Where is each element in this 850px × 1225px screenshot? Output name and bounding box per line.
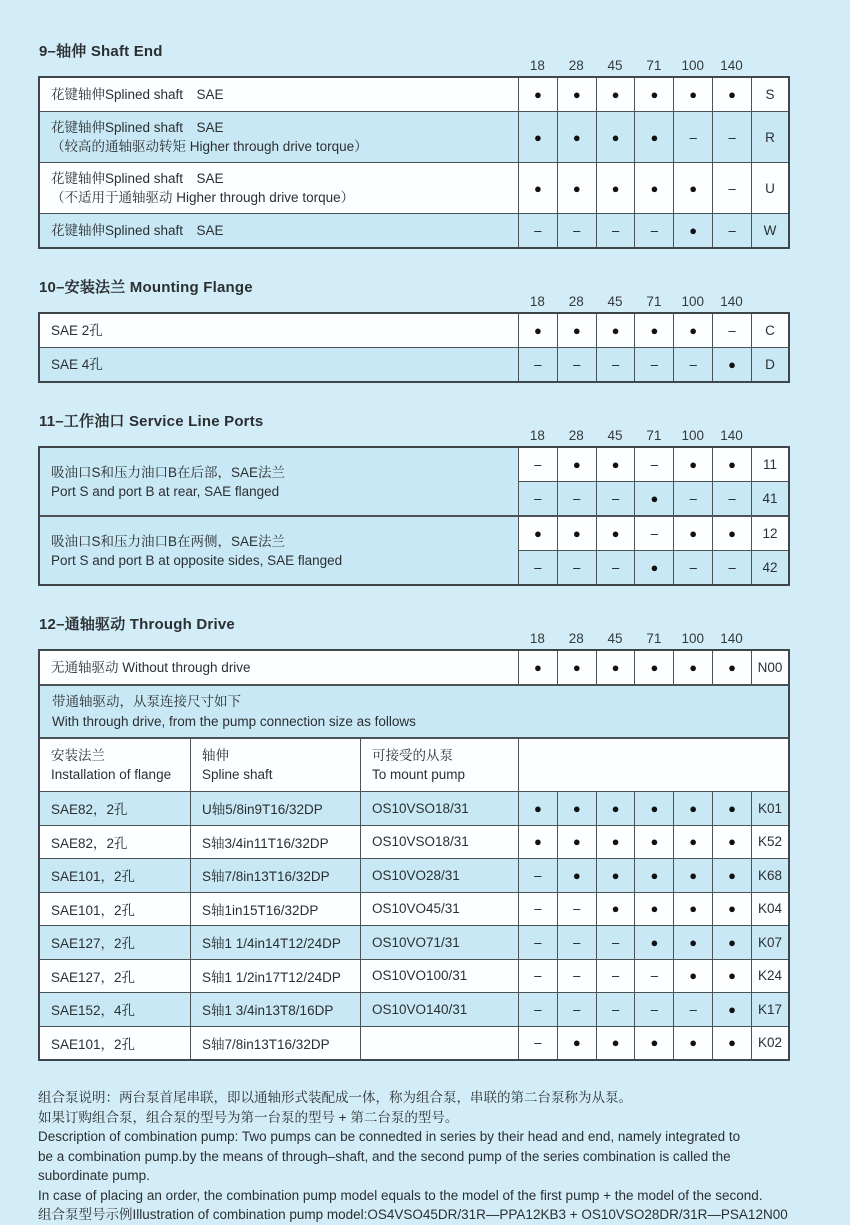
availability-mark: – bbox=[518, 893, 557, 926]
availability-mark: – bbox=[596, 926, 635, 959]
availability-mark: – bbox=[518, 551, 557, 584]
availability-mark: – bbox=[518, 482, 557, 515]
table-row bbox=[40, 213, 788, 247]
availability-mark: ● bbox=[557, 112, 596, 162]
availability-marks bbox=[518, 163, 751, 213]
shaft-cell: S轴7/8in13T16/32DP bbox=[190, 859, 360, 892]
availability-mark: ● bbox=[557, 314, 596, 347]
option-code: K01 bbox=[751, 792, 788, 825]
option-code: D bbox=[751, 348, 788, 381]
section-title: 9–轴伸 Shaft End bbox=[39, 43, 163, 60]
option-code: 11 bbox=[751, 448, 788, 481]
subheader-line: 安装法兰 bbox=[51, 748, 105, 763]
section-header bbox=[38, 276, 790, 312]
availability-mark: – bbox=[557, 551, 596, 584]
availability-mark: – bbox=[596, 551, 635, 584]
availability-mark: ● bbox=[557, 651, 596, 684]
availability-mark: ● bbox=[596, 448, 635, 481]
option-code: U bbox=[751, 163, 788, 213]
table-row bbox=[40, 162, 788, 213]
column-header: 45 bbox=[607, 294, 623, 309]
row-label-line: 花键轴伸Splined shaft SAE bbox=[51, 223, 224, 238]
availability-marks bbox=[518, 926, 751, 959]
options-table bbox=[38, 649, 790, 1061]
through-drive-note bbox=[40, 684, 788, 737]
availability-mark: ● bbox=[634, 826, 673, 859]
column-header: 100 bbox=[681, 428, 704, 443]
availability-mark: – bbox=[634, 348, 673, 381]
availability-mark: – bbox=[634, 517, 673, 550]
availability-mark: ● bbox=[518, 517, 557, 550]
availability-marks bbox=[518, 859, 751, 892]
pump-cell: OS10VO100/31 bbox=[360, 960, 518, 993]
section-shaft-end bbox=[38, 40, 790, 249]
availability-mark: – bbox=[673, 482, 712, 515]
subheader-pump bbox=[360, 739, 518, 791]
availability-mark: ● bbox=[712, 517, 751, 550]
availability-mark: ● bbox=[712, 448, 751, 481]
subheader-line: 可接受的从泵 bbox=[372, 748, 453, 763]
column-headers bbox=[38, 294, 788, 309]
column-header: 28 bbox=[568, 428, 584, 443]
section-through-drive bbox=[38, 613, 790, 1061]
table-row bbox=[40, 825, 788, 859]
availability-mark: ● bbox=[673, 163, 712, 213]
availability-marks bbox=[518, 112, 751, 162]
row-label-line: Port S and port B at rear, SAE flanged bbox=[51, 483, 280, 499]
footer-notes bbox=[38, 1088, 790, 1225]
subheader-row bbox=[40, 737, 788, 791]
availability-mark: – bbox=[518, 1027, 557, 1060]
row-label-line: SAE 2孔 bbox=[51, 323, 103, 338]
availability-mark: ● bbox=[673, 214, 712, 247]
availability-mark: ● bbox=[596, 826, 635, 859]
availability-mark: – bbox=[518, 448, 557, 481]
availability-mark: ● bbox=[557, 792, 596, 825]
note-line: With through drive, from the pump connection size as follows bbox=[52, 713, 416, 729]
availability-mark: ● bbox=[634, 651, 673, 684]
table-row bbox=[518, 550, 788, 584]
table-row bbox=[40, 959, 788, 993]
footer-line: subordinate pump. bbox=[38, 1168, 150, 1183]
table-row bbox=[40, 78, 788, 111]
availability-mark: ● bbox=[712, 78, 751, 111]
row-label bbox=[40, 517, 518, 584]
option-code: 41 bbox=[751, 482, 788, 515]
pump-cell: OS10VO28/31 bbox=[360, 859, 518, 892]
availability-mark: ● bbox=[634, 1027, 673, 1060]
row-label-line: 花键轴伸Splined shaft SAE bbox=[51, 171, 224, 186]
spacer bbox=[38, 58, 518, 73]
availability-mark: – bbox=[596, 214, 635, 247]
availability-mark: – bbox=[557, 348, 596, 381]
availability-mark: ● bbox=[712, 993, 751, 1026]
section-header bbox=[38, 410, 790, 446]
availability-marks bbox=[518, 993, 751, 1026]
column-header: 140 bbox=[720, 428, 743, 443]
availability-mark: – bbox=[712, 163, 751, 213]
row-label-line: （较高的通轴驱动转矩 Higher through drive torque） bbox=[51, 139, 368, 154]
column-headers bbox=[38, 58, 788, 73]
section-header bbox=[38, 40, 790, 76]
row-label-line: SAE 4孔 bbox=[51, 357, 103, 372]
column-header: 28 bbox=[568, 294, 584, 309]
availability-mark: ● bbox=[634, 163, 673, 213]
spacer bbox=[38, 294, 518, 309]
availability-marks bbox=[518, 551, 751, 584]
availability-mark: – bbox=[712, 314, 751, 347]
column-header: 28 bbox=[568, 58, 584, 73]
pump-cell: OS10VSO18/31 bbox=[360, 792, 518, 825]
availability-mark: ● bbox=[673, 960, 712, 993]
row-label bbox=[40, 448, 518, 515]
column-header: 140 bbox=[720, 58, 743, 73]
flange-cell: SAE101，2孔 bbox=[51, 902, 136, 918]
table-row bbox=[40, 1026, 788, 1060]
column-header: 100 bbox=[681, 58, 704, 73]
row-label bbox=[40, 651, 518, 684]
availability-mark: – bbox=[634, 960, 673, 993]
availability-mark: ● bbox=[634, 792, 673, 825]
availability-mark: ● bbox=[518, 314, 557, 347]
subheader-line: Installation of flange bbox=[51, 767, 172, 782]
availability-mark: ● bbox=[673, 1027, 712, 1060]
spacer bbox=[751, 631, 788, 646]
availability-marks bbox=[518, 960, 751, 993]
subheader-spacer bbox=[518, 739, 788, 791]
availability-mark: ● bbox=[596, 893, 635, 926]
availability-mark: – bbox=[557, 893, 596, 926]
availability-mark: – bbox=[518, 993, 557, 1026]
availability-mark: ● bbox=[712, 651, 751, 684]
availability-marks bbox=[518, 826, 751, 859]
availability-mark: ● bbox=[557, 517, 596, 550]
shaft-cell: S轴1 1/2in17T12/24DP bbox=[190, 960, 360, 993]
section-service-line-ports bbox=[38, 410, 790, 586]
availability-mark: – bbox=[673, 348, 712, 381]
availability-mark: ● bbox=[712, 348, 751, 381]
availability-mark: ● bbox=[712, 960, 751, 993]
section-title: 10–安装法兰 Mounting Flange bbox=[39, 279, 253, 296]
availability-mark: ● bbox=[596, 163, 635, 213]
column-header: 140 bbox=[720, 294, 743, 309]
availability-mark: ● bbox=[634, 78, 673, 111]
spacer bbox=[751, 294, 788, 309]
row-label bbox=[40, 163, 518, 213]
spacer bbox=[38, 428, 518, 443]
row-label-line: Port S and port B at opposite sides, SAE flanged bbox=[51, 552, 343, 568]
availability-mark: – bbox=[557, 482, 596, 515]
availability-mark: ● bbox=[673, 651, 712, 684]
availability-mark: – bbox=[518, 960, 557, 993]
option-code: 12 bbox=[751, 517, 788, 550]
shaft-cell: S轴3/4in11T16/32DP bbox=[190, 826, 360, 859]
footer-line: In case of placing an order, the combination pump model equals to the model of the first pump + the model of the second. bbox=[38, 1187, 763, 1203]
option-code: K24 bbox=[751, 960, 788, 993]
row-label bbox=[40, 348, 518, 381]
availability-mark: ● bbox=[518, 651, 557, 684]
availability-mark: ● bbox=[673, 926, 712, 959]
option-code: K04 bbox=[751, 893, 788, 926]
shaft-cell: S轴1in15T16/32DP bbox=[190, 893, 360, 926]
table-row bbox=[518, 517, 788, 550]
option-code: K02 bbox=[751, 1027, 788, 1060]
shaft-cell: U轴5/8in9T16/32DP bbox=[190, 792, 360, 825]
availability-mark: ● bbox=[712, 893, 751, 926]
availability-mark: – bbox=[518, 859, 557, 892]
flange-cell: SAE152，4孔 bbox=[51, 1003, 136, 1019]
availability-mark: – bbox=[634, 993, 673, 1026]
pump-cell: OS10VO71/31 bbox=[360, 926, 518, 959]
flange-cell: SAE82，2孔 bbox=[51, 835, 128, 851]
shaft-cell: S轴1 1/4in14T12/24DP bbox=[190, 926, 360, 959]
column-header: 45 bbox=[607, 631, 623, 646]
subrows bbox=[518, 448, 788, 515]
column-header: 18 bbox=[529, 58, 545, 73]
availability-mark: – bbox=[673, 993, 712, 1026]
option-code: 42 bbox=[751, 551, 788, 584]
availability-mark: – bbox=[596, 348, 635, 381]
availability-mark: ● bbox=[673, 826, 712, 859]
table-row bbox=[518, 481, 788, 515]
spacer bbox=[38, 631, 518, 646]
port-group bbox=[40, 448, 788, 515]
availability-mark: ● bbox=[673, 859, 712, 892]
availability-mark: – bbox=[518, 348, 557, 381]
availability-mark: – bbox=[712, 214, 751, 247]
availability-marks bbox=[518, 78, 751, 111]
table-row bbox=[40, 992, 788, 1026]
column-header: 71 bbox=[646, 58, 662, 73]
flange-cell: SAE101，2孔 bbox=[51, 869, 136, 885]
availability-mark: ● bbox=[518, 112, 557, 162]
option-code: S bbox=[751, 78, 788, 111]
column-header: 100 bbox=[681, 631, 704, 646]
footer-line: 组合泵说明：两台泵首尾串联，即以通轴形式装配成一体，称为组合泵，串联的第二台泵称为从泵。 bbox=[38, 1090, 632, 1105]
row-label bbox=[40, 314, 518, 347]
availability-marks bbox=[518, 314, 751, 347]
availability-mark: ● bbox=[596, 517, 635, 550]
row-label-line: 吸油口S和压力油口B在两侧，SAE法兰 bbox=[51, 533, 286, 549]
availability-marks bbox=[518, 651, 751, 684]
column-header: 71 bbox=[646, 428, 662, 443]
subheader-line: Spline shaft bbox=[202, 767, 273, 782]
column-header: 45 bbox=[607, 58, 623, 73]
availability-mark: ● bbox=[634, 859, 673, 892]
availability-mark: ● bbox=[712, 792, 751, 825]
availability-mark: ● bbox=[596, 1027, 635, 1060]
section-title: 12–通轴驱动 Through Drive bbox=[39, 616, 235, 633]
note-line: 带通轴驱动，从泵连接尺寸如下 bbox=[52, 694, 241, 709]
availability-mark: ● bbox=[557, 78, 596, 111]
availability-mark: ● bbox=[596, 112, 635, 162]
availability-mark: ● bbox=[518, 78, 557, 111]
availability-mark: ● bbox=[634, 112, 673, 162]
subrows bbox=[518, 517, 788, 584]
column-header: 140 bbox=[720, 631, 743, 646]
availability-mark: – bbox=[712, 112, 751, 162]
availability-mark: – bbox=[596, 960, 635, 993]
availability-mark: – bbox=[634, 448, 673, 481]
availability-mark: – bbox=[557, 993, 596, 1026]
footer-line: 组合泵型号示例Illustration of combination pump model:OS4VSO45DR/31R—PPA12KB3 + OS10VSO28DR/31R—PSA12N00 bbox=[38, 1207, 788, 1222]
availability-mark: ● bbox=[673, 314, 712, 347]
column-header: 28 bbox=[568, 631, 584, 646]
flange-cell: SAE82，2孔 bbox=[51, 802, 128, 818]
availability-marks bbox=[518, 448, 751, 481]
row-label bbox=[40, 112, 518, 162]
table-row bbox=[40, 111, 788, 162]
availability-mark: ● bbox=[712, 1027, 751, 1060]
availability-mark: – bbox=[596, 482, 635, 515]
availability-mark: ● bbox=[712, 859, 751, 892]
column-headers bbox=[38, 631, 788, 646]
availability-marks bbox=[518, 517, 751, 550]
option-code: K68 bbox=[751, 859, 788, 892]
table-row bbox=[40, 858, 788, 892]
availability-marks bbox=[518, 1027, 751, 1060]
sections-container bbox=[38, 40, 790, 1061]
port-group bbox=[40, 515, 788, 584]
options-table bbox=[38, 76, 790, 249]
subheader-line: To mount pump bbox=[372, 767, 466, 782]
availability-marks bbox=[518, 482, 751, 515]
shaft-cell: S轴1 3/4in13T8/16DP bbox=[190, 993, 360, 1026]
availability-mark: ● bbox=[634, 551, 673, 584]
pump-cell: OS10VO45/31 bbox=[360, 893, 518, 926]
table-row bbox=[518, 448, 788, 481]
subheader-line: 轴伸 bbox=[202, 748, 229, 763]
availability-mark: – bbox=[596, 993, 635, 1026]
table-row bbox=[40, 314, 788, 347]
availability-mark: ● bbox=[712, 826, 751, 859]
availability-mark: ● bbox=[596, 859, 635, 892]
column-header: 18 bbox=[529, 631, 545, 646]
table-row bbox=[40, 892, 788, 926]
option-code: K52 bbox=[751, 826, 788, 859]
column-header: 18 bbox=[529, 428, 545, 443]
flange-cell: SAE127，2孔 bbox=[51, 969, 136, 985]
availability-mark: – bbox=[712, 482, 751, 515]
spacer bbox=[751, 58, 788, 73]
availability-mark: ● bbox=[557, 1027, 596, 1060]
spacer bbox=[751, 428, 788, 443]
section-mounting-flange bbox=[38, 276, 790, 383]
availability-mark: ● bbox=[518, 826, 557, 859]
availability-mark: ● bbox=[634, 893, 673, 926]
subheader-shaft bbox=[190, 739, 360, 791]
option-code: N00 bbox=[751, 651, 788, 684]
flange-cell: SAE101，2孔 bbox=[51, 1036, 136, 1052]
column-header: 18 bbox=[529, 294, 545, 309]
availability-mark: – bbox=[518, 926, 557, 959]
availability-mark: – bbox=[557, 926, 596, 959]
availability-marks bbox=[518, 893, 751, 926]
pump-cell: OS10VSO18/31 bbox=[360, 826, 518, 859]
column-header: 71 bbox=[646, 294, 662, 309]
availability-mark: ● bbox=[596, 792, 635, 825]
availability-mark: – bbox=[673, 112, 712, 162]
table-row bbox=[40, 925, 788, 959]
row-label-line: 花键轴伸Splined shaft SAE bbox=[51, 120, 224, 135]
options-table bbox=[38, 312, 790, 383]
flange-cell: SAE127，2孔 bbox=[51, 936, 136, 952]
availability-mark: ● bbox=[634, 926, 673, 959]
options-table bbox=[38, 446, 790, 586]
row-label-line: 吸油口S和压力油口B在后部，SAE法兰 bbox=[51, 464, 286, 480]
row-label-line: 无通轴驱动 Without through drive bbox=[51, 660, 251, 675]
pump-cell: OS10VO140/31 bbox=[360, 993, 518, 1026]
availability-mark: – bbox=[518, 214, 557, 247]
option-code: W bbox=[751, 214, 788, 247]
availability-mark: ● bbox=[673, 448, 712, 481]
availability-mark: ● bbox=[596, 651, 635, 684]
availability-mark: ● bbox=[673, 517, 712, 550]
availability-mark: ● bbox=[518, 163, 557, 213]
availability-mark: ● bbox=[712, 926, 751, 959]
availability-mark: ● bbox=[518, 792, 557, 825]
option-code: C bbox=[751, 314, 788, 347]
option-code: K17 bbox=[751, 993, 788, 1026]
availability-mark: ● bbox=[673, 792, 712, 825]
table-row bbox=[40, 791, 788, 825]
availability-mark: ● bbox=[557, 163, 596, 213]
availability-mark: ● bbox=[596, 314, 635, 347]
availability-mark: – bbox=[557, 214, 596, 247]
table-row bbox=[40, 347, 788, 381]
row-label bbox=[40, 78, 518, 111]
footer-line: be a combination pump.by the means of through–shaft, and the second pump of the series combination is called the bbox=[38, 1148, 731, 1164]
column-header: 45 bbox=[607, 428, 623, 443]
availability-mark: – bbox=[673, 551, 712, 584]
availability-mark: – bbox=[712, 551, 751, 584]
section-title: 11–工作油口 Service Line Ports bbox=[39, 413, 264, 430]
availability-mark: ● bbox=[557, 826, 596, 859]
shaft-cell: S轴7/8in13T16/32DP bbox=[190, 1027, 360, 1060]
availability-mark: ● bbox=[634, 482, 673, 515]
availability-mark: ● bbox=[596, 78, 635, 111]
row-label bbox=[40, 214, 518, 247]
pump-cell bbox=[360, 1027, 518, 1060]
subheader-flange bbox=[40, 739, 190, 791]
availability-marks bbox=[518, 214, 751, 247]
availability-mark: ● bbox=[557, 448, 596, 481]
column-headers bbox=[38, 428, 788, 443]
availability-marks bbox=[518, 792, 751, 825]
availability-mark: – bbox=[557, 960, 596, 993]
footer-line: 如果订购组合泵，组合泵的型号为第一台泵的型号 + 第二台泵的型号。 bbox=[38, 1109, 459, 1125]
availability-mark: ● bbox=[673, 78, 712, 111]
footer-line: Description of combination pump: Two pumps can be connedted in series by their head and end, namely integrated to bbox=[38, 1129, 741, 1144]
availability-marks bbox=[518, 348, 751, 381]
availability-mark: ● bbox=[557, 859, 596, 892]
option-code: K07 bbox=[751, 926, 788, 959]
table-row bbox=[40, 651, 788, 684]
column-header: 71 bbox=[646, 631, 662, 646]
column-header: 100 bbox=[681, 294, 704, 309]
option-code: R bbox=[751, 112, 788, 162]
row-label-line: 花键轴伸Splined shaft SAE bbox=[51, 87, 224, 102]
availability-mark: – bbox=[634, 214, 673, 247]
availability-mark: ● bbox=[673, 893, 712, 926]
availability-mark: ● bbox=[634, 314, 673, 347]
row-label-line: （不适用于通轴驱动 Higher through drive torque） bbox=[51, 190, 355, 205]
section-header bbox=[38, 613, 790, 649]
